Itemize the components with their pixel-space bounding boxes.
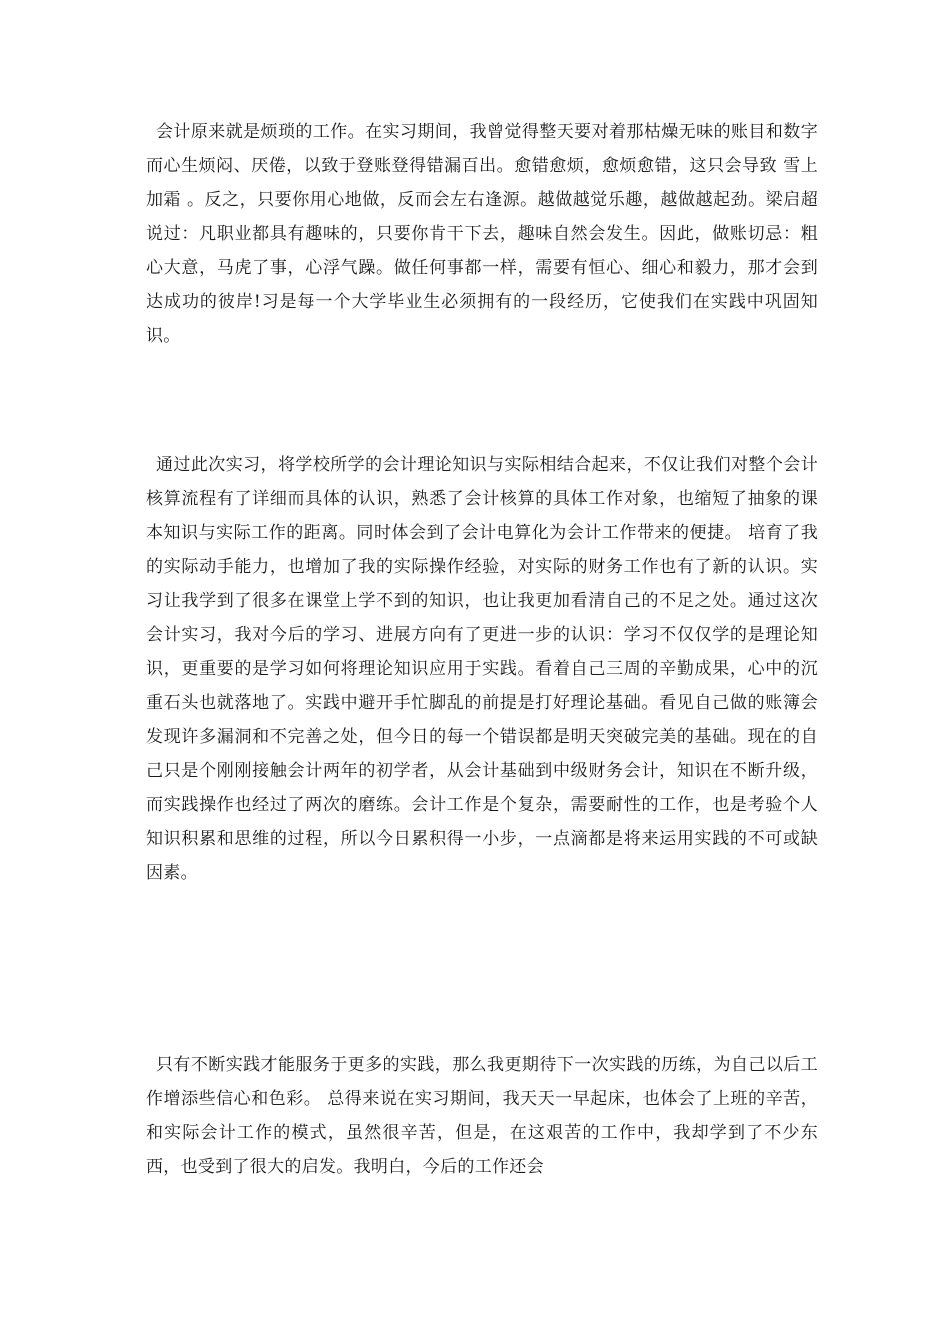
paragraph-3: 只有不断实践才能服务于更多的实践，那么我更期待下一次实践的历练，为自己以后工作增添些信心和色彩。 总得来说在实习期间，我天天一早起床，也体会了上班的辛苦，和实际会计工作的模式，虽然很辛苦，但是，在这艰苦的工作中，我却学到了不少东西，也受到了很大的启发。我明白，今后的工作还会 [146, 1055, 818, 1177]
paragraph-2: 通过此次实习，将学校所学的会计理论知识与实际相结合起来，不仅让我们对整个会计核算流程有了详细而具体的认识，熟悉了会计核算的具体工作对象，也缩短了抽象的课本知识与实际工作的距离。同时体会到了会计电算化为会计工作带来的便捷。 培育了我的实际动手能力，也增加了我的实际操作经验，对实际的财务工作也有了新的认识。实习让我学到了很多在课堂上学不到的知识，也让我更加看清自己的不足之处。通过这次会计实习，我对今后的学习、进展方向有了更进一步的认识：学习不仅仅学的是理论知识，更重要的是学习如何将理论知识应用于实践。看着自己三周的辛勤成果，心中的沉重石头也就落地了。实践中避开手忙脚乱的前提是打好理论基础。看见自己做的账簿会发现许多漏洞和不完善之处，但今日的每一个错误都是明天突破完美的基础。现在的自己只是个刚刚接触会计两年的初学者，从会计基础到中级财务会计，知识在不断升级，而实践操作也经过了两次的磨练。会计工作是个复杂，需要耐性的工作，也是考验个人知识积累和思维的过程，所以今日累积得一小步，一点滴都是将来运用实践的不可或缺因素。 [146, 455, 818, 883]
paragraph-1: 会计原来就是烦琐的工作。在实习期间，我曾觉得整天要对着那枯燥无味的账目和数字而心生烦闷、厌倦，以致于登账登得错漏百出。愈错愈烦，愈烦愈错，这只会导致 雪上加霜 。反之，只要你用心地做，反而会左右逢源。越做越觉乐趣，越做越起劲。梁启超说过：凡职业都具有趣味的，只要你肯干下去，趣味自然会发生。因此，做账切忌：粗心大意，马虎了事，心浮气躁。做任何事都一样，需要有恒心、细心和毅力，那才会到达成功的彼岸!习是每一个大学毕业生必须拥有的一段经历，它使我们在实践中巩固知识。 [146, 122, 818, 346]
